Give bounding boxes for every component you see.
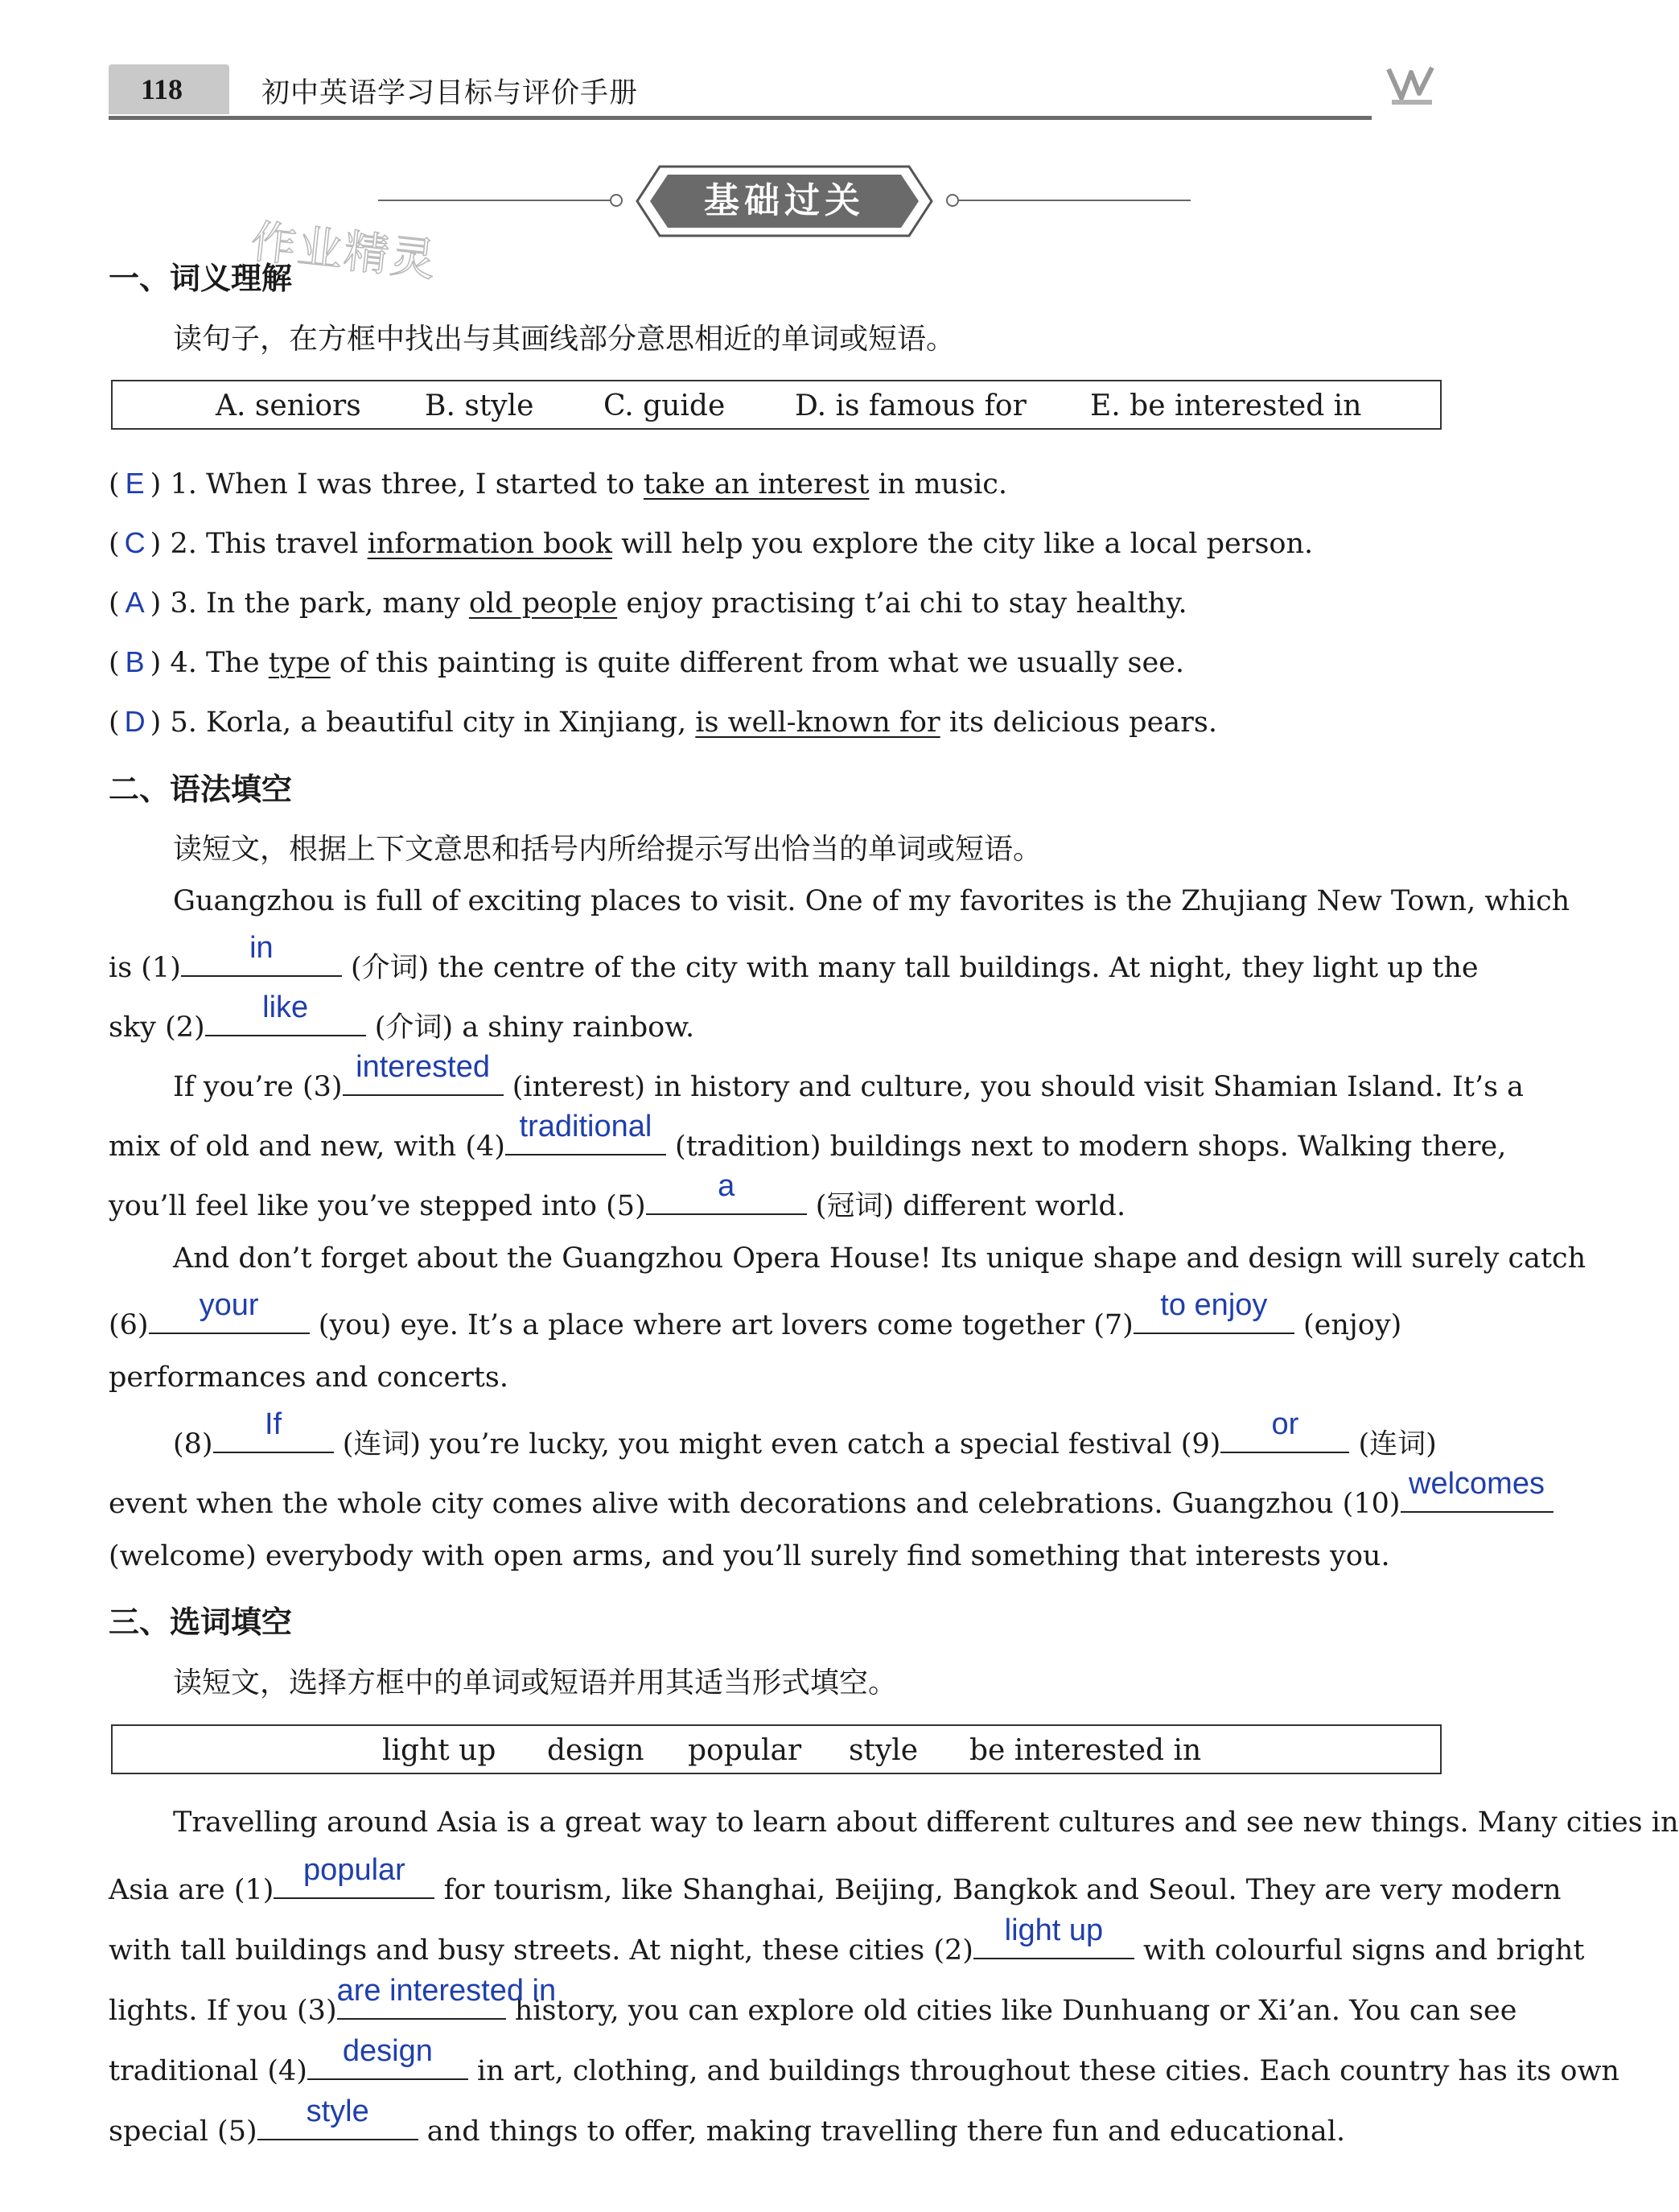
section1-option-box [111,380,1442,430]
banner-rule-left [378,200,611,201]
s2-p2-line3: you’ll feel like you’ve stepped into (5) a (冠词) different world. [109,1169,1126,1222]
s3-line6: special (5) style and things to offer, making travelling there fun and educational. [109,2095,1346,2148]
word-option: be interested in [969,1734,1202,1767]
answer-2[interactable]: C [124,526,146,559]
blank-7[interactable]: to enjoy [1134,1302,1294,1334]
watermark: 作业精灵 [248,216,440,287]
answer-5[interactable]: D [124,705,146,738]
s2-p2-line1: If you’re (3) interested (interest) in history and culture, you should visit Shamian Island. It’s a [173,1050,1525,1103]
s3-line5: traditional (4) design in art, clothing, and buildings throughout these cities. Each country has its own [109,2034,1619,2087]
section-banner [636,165,933,237]
banner-rule-right [957,200,1191,201]
section2-heading: 二、语法填空 [109,772,293,807]
question-2: ( C ) 2. This travel information book will help you explore the city like a local person. [109,526,1314,560]
s2-p1-line2: is (1) in (介词) the centre of the city with many tall buildings. At night, they light up the [109,931,1479,984]
section1-instruction: 读句子，在方框中找出与其画线部分意思相近的单词或短语。 [173,323,956,356]
page-header [109,56,1372,121]
blank-1[interactable]: in [181,945,342,977]
banner-dot-right [946,194,959,207]
question-5: ( D ) 5. Korla, a beautiful city in Xinjiang, is well-known for its delicious pears. [109,705,1217,739]
blank-2[interactable]: like [205,1004,366,1036]
option-e: E. be interested in [1090,389,1362,422]
option-b: B. style [425,389,534,422]
question-4: ( B ) 4. The type of this painting is quite different from what we usually see. [109,645,1185,679]
s3-line2: Asia are (1) popular for tourism, like Shanghai, Beijing, Bangkok and Seoul. They are very modern [109,1853,1562,1906]
underlined-phrase: is well-known for [695,706,940,739]
answer-3[interactable]: A [125,586,145,619]
s3-blank-4[interactable]: design [307,2048,468,2080]
banner-dot-left [610,194,623,207]
s2-p3-line3: performances and concerts. [109,1361,508,1394]
s2-p3-line2: (6) your (you) eye. It’s a place where art lovers come together (7) to enjoy (enjoy) [109,1288,1402,1341]
s3-line3: with tall buildings and busy streets. At night, these cities (2) light up with colourful signs and bright [109,1913,1585,1967]
underlined-phrase: information book [367,528,612,560]
underlined-phrase: type [268,647,331,679]
s2-p1-line3: sky (2) like (介词) a shiny rainbow. [109,991,695,1044]
section3-instruction: 读短文，选择方框中的单词或短语并用其适当形式填空。 [173,1666,898,1699]
underlined-phrase: old people [468,587,618,620]
s2-p3-line1: And don’t forget about the Guangzhou Opera House! Its unique shape and design will surely catch [173,1242,1586,1275]
section2-instruction: 读短文，根据上下文意思和括号内所给提示写出恰当的单词或短语。 [173,833,1043,866]
page-number: 118 [141,73,183,105]
question-3: ( A ) 3. In the park, many old people enjoy practising t’ai chi to stay healthy. [109,586,1187,620]
answer-4[interactable]: B [125,645,145,678]
blank-8[interactable]: If [213,1421,334,1453]
blank-4[interactable]: traditional [505,1123,666,1155]
s3-blank-1[interactable]: popular [274,1867,434,1899]
banner-title: 基础过关 [704,180,865,221]
question-1: ( E ) 1. When I was three, I started to take an interest in music. [109,467,1008,500]
s3-line1: Travelling around Asia is a great way to learn about different cultures and see new things. Many cities in [173,1806,1679,1839]
word-option: popular [688,1734,802,1767]
s2-p1-line1: Guangzhou is full of exciting places to visit. One of my favorites is the Zhujiang New Town, which [173,885,1570,917]
s3-line4: lights. If you (3) are interested in history, you can explore old cities like Dunhuang or Xi’an. You can see [109,1974,1517,2027]
blank-10[interactable]: welcomes [1401,1481,1553,1513]
blank-9[interactable]: or [1220,1421,1349,1453]
s2-p2-line2: mix of old and new, with (4) traditional (tradition) buildings next to modern shops. Walking there, [109,1110,1507,1163]
s3-blank-3[interactable]: are interested in [337,1988,506,2020]
s2-p4-line1: (8) If (连词) you’re lucky, you might even catch a special festival (9) or (连词) [173,1407,1437,1460]
book-title: 初中英语学习目标与评价手册 [261,77,639,109]
underlined-phrase: take an interest [643,468,870,500]
blank-3[interactable]: interested [343,1064,504,1096]
section3-heading: 三、选词填空 [109,1604,293,1640]
option-c: C. guide [603,389,726,422]
s2-p4-line3: (welcome) everybody with open arms, and you’ll surely find something that interests you. [109,1540,1390,1572]
s3-blank-5[interactable]: style [257,2108,418,2140]
publisher-logo-icon [1384,61,1440,109]
s3-blank-2[interactable]: light up [973,1927,1134,1959]
word-option: light up [382,1734,496,1767]
word-option: style [849,1734,919,1767]
option-a: A. seniors [216,389,361,422]
option-d: D. is famous for [795,389,1027,422]
section3-option-box [111,1724,1442,1774]
answer-1[interactable]: E [125,467,145,500]
header-rule [109,116,1372,120]
blank-6[interactable]: your [149,1302,310,1334]
s2-p4-line2: event when the whole city comes alive with decorations and celebrations. Guangzhou (10) welcomes [109,1481,1444,1520]
blank-5[interactable]: a [646,1183,807,1215]
section1-heading: 一、词义理解 [109,261,293,296]
word-option: design [547,1734,644,1767]
